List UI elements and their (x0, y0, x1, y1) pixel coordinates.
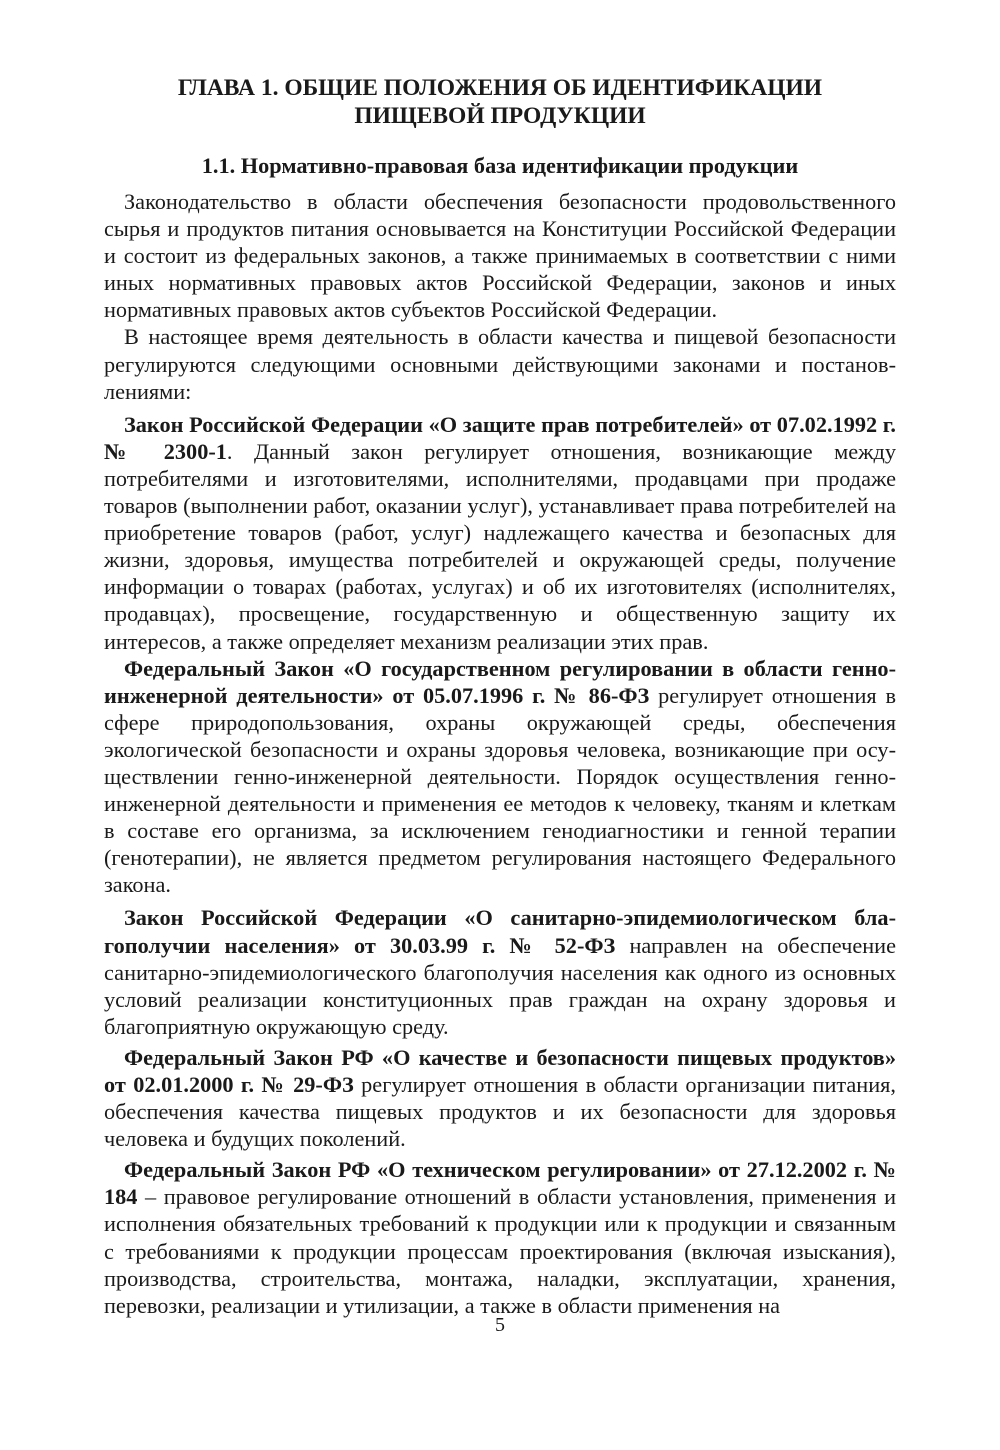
chapter-title (104, 74, 896, 130)
paragraph-current-laws: В настоящее время деятельность в области качества и пищевой безопасности регулируются следующими основными действующими законами и постановлениями: (104, 324, 896, 404)
law-technical-regulation-title: Федеральный Закон РФ «О техническом регулировании» от 27.12.2002 г. № 184 (104, 1157, 896, 1210)
law-food-quality-title: Федеральный Закон РФ «О качестве и безопасности пищевых продуктов» от 02.01.2000 г. № 29-ФЗ (104, 1044, 896, 1097)
chapter-title-line2: ПИЩЕВОЙ ПРОДУКЦИИ (354, 103, 646, 129)
paragraph-law-technical-regulation (104, 1156, 896, 1319)
page-number: 5 (495, 1314, 505, 1336)
law-consumer-rights-text: . Данный закон регулирует отношения, возникающие между потребителями и изготовителями, исполнителями, продавцами при продаже товаров (выполнении работ, оказании услуг), устанавливает права потребителей на приобретение товаров (работ, услуг) надлежащего качества и безопасных для жизни, здоровья, имущества потребителей и окружающей среды, получение информации о товарах (работах, услугах) и об их изготовителях (исполнителях, продавцах), просвещение, государственную и общественную защиту их интересов, а также определяет механизм реализации этих прав. (104, 438, 896, 654)
paragraph-law-food-quality (104, 1044, 896, 1152)
paragraph-law-sanitary (104, 904, 896, 1039)
law-food-quality-text: регулирует отношения в области организации питания, обеспечения качества пищевых продуктов и их безопасности для здоровья человека и будущих поколений. (104, 1072, 896, 1152)
law-consumer-rights-title: Закон Российской Федерации «О защите прав потребителей» от 07.02.1992 г. № 2300-1 (104, 411, 896, 464)
law-technical-regulation-text: – правовое регулирование отношений в области установления, применения и исполнения обязательных требований к продукции или к продукции и связанным с требованиями к продукции процессам проектирования (включая изыскания), производства, строительства, монтажа, наладки, эксплуатации, хранения, перевозки, реализации и утилизации, а также в области применения на (104, 1184, 896, 1318)
law-genetic-engineering-title: Федеральный Закон «О государственном регулировании в области генно-инженерной деятельности» от 05.07.1996 г. № 86-ФЗ (104, 655, 896, 708)
law-sanitary-text: направлен на обеспечение санитарно-эпидемиологического благополучия населения как одного из основных условий реализации конституционных прав граждан на охрану здоровья и благоприятную окружающую среду. (104, 932, 896, 1039)
paragraph-law-genetic-engineering (104, 655, 896, 899)
law-sanitary-title: Закон Российской Федерации «О санитарно-эпидемиологическом благополучии населения» от 30.03.99 г. № 52-ФЗ (104, 905, 896, 958)
law-genetic-engineering-text: регулирует отношения в сфере природопользования, охраны окружающей среды, обеспечения экологической безопасности и охраны здоровья человека, возникающие при осуществлении генно-инженерной деятельности. Порядок осуществления генно-инженерной деятельности и применения ее методов к человеку, тканям и клеткам в составе его организма, за исключением генодиагностики и генной терапии (генотерапии), не является предметом регулирования настоящего Федерального закона. (104, 682, 896, 898)
section-title: 1.1. Нормативно-правовая база идентификации продукции (201, 153, 799, 178)
paragraph-law-consumer-rights (104, 411, 896, 655)
chapter-title-line1: ГЛАВА 1. ОБЩИЕ ПОЛОЖЕНИЯ ОБ ИДЕНТИФИКАЦИИ (177, 75, 823, 101)
paragraph-legislation: Законодательство в области обеспечения безопасности продовольственного сырья и продуктов питания основывается на Конституции Российской Федерации и состоит из федеральных законов, а также принимаемых в соответствии с ними иных нормативных правовых актов Российской Федерации, законов и иных нормативных правовых актов субъектов Российской Федерации. (104, 189, 896, 323)
